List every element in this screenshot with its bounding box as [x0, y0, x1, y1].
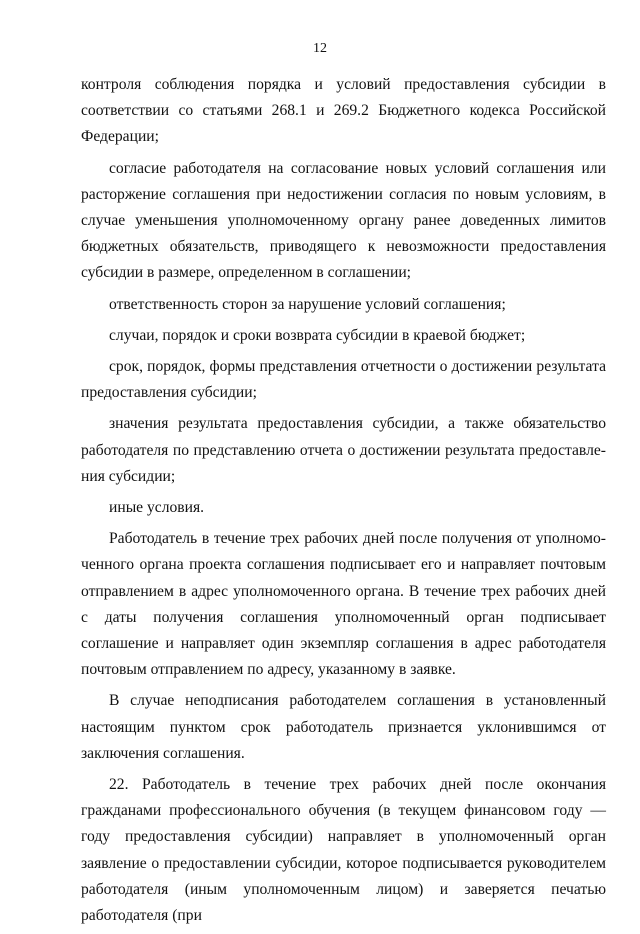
paragraph-clause-22: 22. Работодатель в течение трех рабочих дней после окончания гражданами профессионального обучения (в текущем финансовом году — году предоставления субсидии) направляет в уполномоченный орган заявление о предоставлении субсидии, которое подписывается руководителем работодателя (иным уполномоченным лицом) и заверяется печатью работодателя (при: [81, 776, 606, 925]
paragraph-control-continuation: контроля соблюдения порядка и условий предоставления субсидии в соответствии со статьями 268.1 и 269.2 Бюджетного кодекса Российской Федерации;: [81, 76, 606, 146]
paragraph-liability: ответственность сторон за нарушение условий соглашения;: [109, 295, 506, 313]
paragraph-refund-cases: случаи, порядок и сроки возврата субсидии в краевой бюджет;: [109, 326, 526, 344]
page-number: 12: [313, 41, 327, 56]
paragraph-result-values: значения результата предоставления субсидии, а также обязательство работодателя по представлению отчета о достижении результата предоставления субсидии;: [81, 415, 606, 485]
paragraph-employer-consent: согласие работодателя на согласование новых условий соглашения или расторжение соглашения при недостижении согласия по новым условиям, в случае уменьшения уполномоченному органу ранее доведенных лимитов бюджетных обязательств, приводящего к невозможности предоставления субсидии в размере, определенном в соглашении;: [81, 159, 606, 282]
document-body: [81, 72, 606, 934]
paragraph-signing-procedure: Работодатель в течение трех рабочих дней после получения от уполномоченного органа проекта соглашения подписывает его и направляет почтовым отправлением в адрес уполномоченного органа. В течение трех рабочих дней с даты получения соглашения уполномоченный орган подписывает соглашение и направляет один экземпляр соглашения в адрес работодателя почтовым отправлением по адресу, указанному в заявке.: [81, 530, 606, 679]
paragraph-other-conditions: иные условия.: [109, 499, 205, 517]
paragraph-non-signing: В случае неподписания работодателем соглашения в установленный настоящим пунктом срок работодатель признается уклонившимся от заключения соглашения.: [81, 692, 606, 762]
paragraph-reporting: срок, порядок, формы представления отчетности о достижении результата предоставления субсидии;: [81, 358, 606, 402]
